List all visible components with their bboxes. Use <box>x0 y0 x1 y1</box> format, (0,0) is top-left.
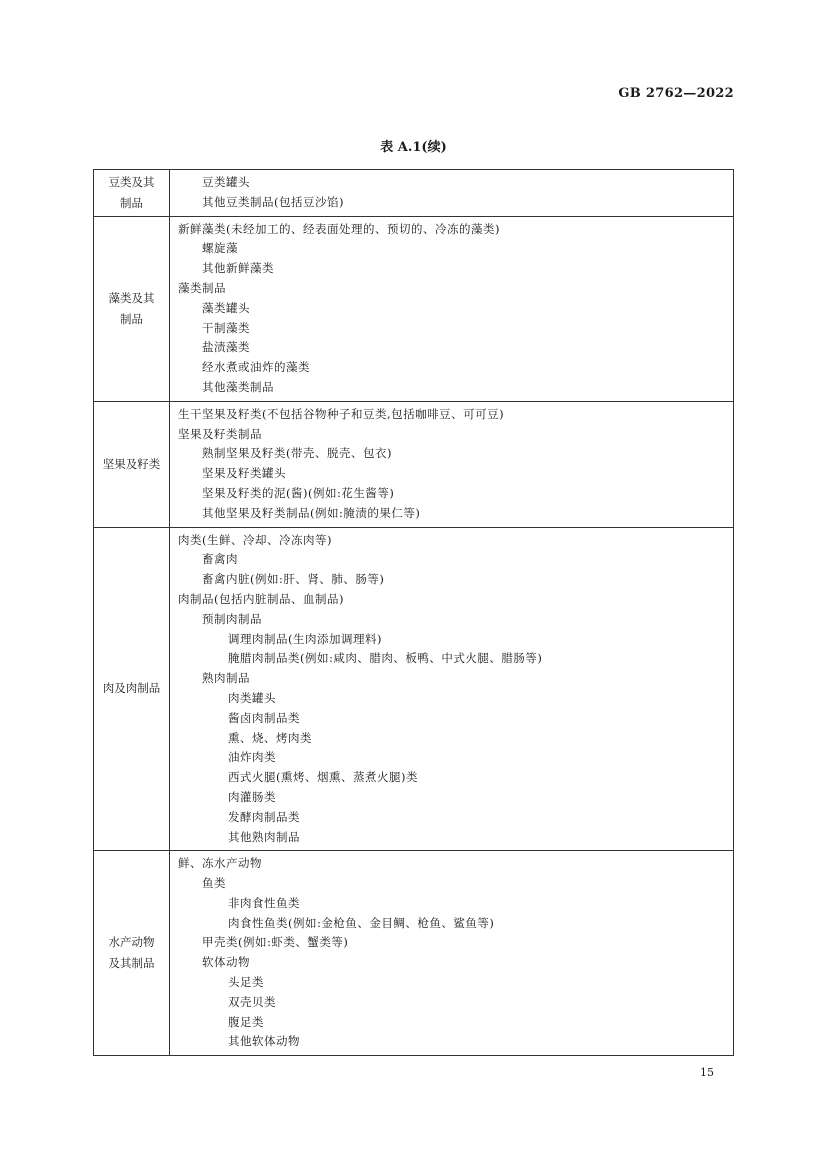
list-item: 肉制品(包括内脏制品、血制品) <box>178 591 344 606</box>
category-cell <box>94 170 170 217</box>
category-cell <box>94 527 170 851</box>
category-label: 豆类及其 <box>108 174 155 189</box>
table-body <box>94 170 734 1056</box>
list-item: 藻类罐头 <box>202 300 250 315</box>
list-item: 头足类 <box>228 975 264 990</box>
list-item: 肉灌肠类 <box>228 789 276 804</box>
list-item: 腌腊肉制品类(例如:咸肉、腊肉、板鸭、中式火腿、腊肠等) <box>228 651 543 666</box>
items-cell <box>170 527 734 851</box>
list-item: 非肉食性鱼类 <box>228 895 300 910</box>
list-item: 螺旋藻 <box>202 241 238 256</box>
table-title: 表 A.1(续) <box>380 140 447 155</box>
list-item: 肉类(生鲜、冷却、冷冻肉等) <box>178 532 332 547</box>
list-item: 坚果及籽类罐头 <box>202 466 286 481</box>
list-item: 鱼类 <box>202 876 226 891</box>
list-item: 预制肉制品 <box>202 611 262 626</box>
list-item: 藻类制品 <box>178 280 226 295</box>
list-item: 其他藻类制品 <box>202 379 274 394</box>
list-item: 甲壳类(例如:虾类、蟹类等) <box>202 935 349 950</box>
page-number: 15 <box>700 1066 714 1079</box>
category-label: 藻类及其 <box>108 290 155 305</box>
category-label: 肉及肉制品 <box>102 681 161 696</box>
list-item: 坚果及籽类制品 <box>178 426 262 441</box>
category-cell <box>94 851 170 1056</box>
list-item: 畜禽肉 <box>202 552 238 567</box>
category-cell <box>94 401 170 527</box>
list-item: 熏、烧、烤肉类 <box>228 730 312 745</box>
list-item: 肉类罐头 <box>228 690 276 705</box>
list-item: 新鲜藻类(未经加工的、经表面处理的、预切的、冷冻的藻类) <box>178 221 500 236</box>
list-item: 鲜、冻水产动物 <box>178 856 262 871</box>
category-label: 水产动物 <box>108 935 155 950</box>
category-label: 及其制品 <box>108 956 155 971</box>
list-item: 调理肉制品(生肉添加调理料) <box>228 631 382 646</box>
list-item: 油炸肉类 <box>228 750 276 765</box>
list-item: 熟制坚果及籽类(带壳、脱壳、包衣) <box>202 446 392 461</box>
list-item: 生干坚果及籽类(不包括谷物种子和豆类,包括咖啡豆、可可豆) <box>178 406 505 421</box>
category-label: 坚果及籽类 <box>102 456 161 471</box>
category-label: 制品 <box>120 195 143 210</box>
table-row <box>94 401 734 527</box>
list-item: 酱卤肉制品类 <box>228 710 300 725</box>
list-item: 其他坚果及籽类制品(例如:腌渍的果仁等) <box>202 505 421 520</box>
items-cell <box>170 216 734 401</box>
category-cell <box>94 216 170 401</box>
list-item: 肉食性鱼类(例如:金枪鱼、金目鲷、枪鱼、鲨鱼等) <box>228 915 495 930</box>
list-item: 豆类罐头 <box>202 175 250 189</box>
list-item: 其他新鲜藻类 <box>202 261 274 276</box>
table-row <box>94 216 734 401</box>
table-row <box>94 527 734 851</box>
list-item: 干制藻类 <box>202 320 250 335</box>
list-item: 发酵肉制品类 <box>228 809 300 824</box>
table-row <box>94 851 734 1056</box>
table-row <box>94 170 734 217</box>
items-cell <box>170 401 734 527</box>
list-item: 双壳贝类 <box>228 994 276 1009</box>
list-item: 腹足类 <box>228 1014 264 1029</box>
list-item: 西式火腿(熏烤、烟熏、蒸煮火腿)类 <box>228 770 418 785</box>
items-cell <box>170 170 734 217</box>
list-item: 经水煮或油炸的藻类 <box>202 360 310 375</box>
list-item: 其他熟肉制品 <box>228 829 300 844</box>
list-item: 盐渍藻类 <box>202 340 250 355</box>
standard-code: GB 2762—2022 <box>618 86 734 101</box>
items-cell <box>170 851 734 1056</box>
list-item: 其他豆类制品(包括豆沙馅) <box>202 194 344 209</box>
list-item: 软体动物 <box>202 955 250 970</box>
category-label: 制品 <box>120 311 143 326</box>
list-item: 坚果及籽类的泥(酱)(例如:花生酱等) <box>202 485 395 500</box>
list-item: 熟肉制品 <box>202 671 250 686</box>
list-item: 畜禽内脏(例如:肝、肾、肺、肠等) <box>202 572 385 587</box>
list-item: 其他软体动物 <box>228 1034 300 1049</box>
food-category-table <box>93 169 734 1056</box>
